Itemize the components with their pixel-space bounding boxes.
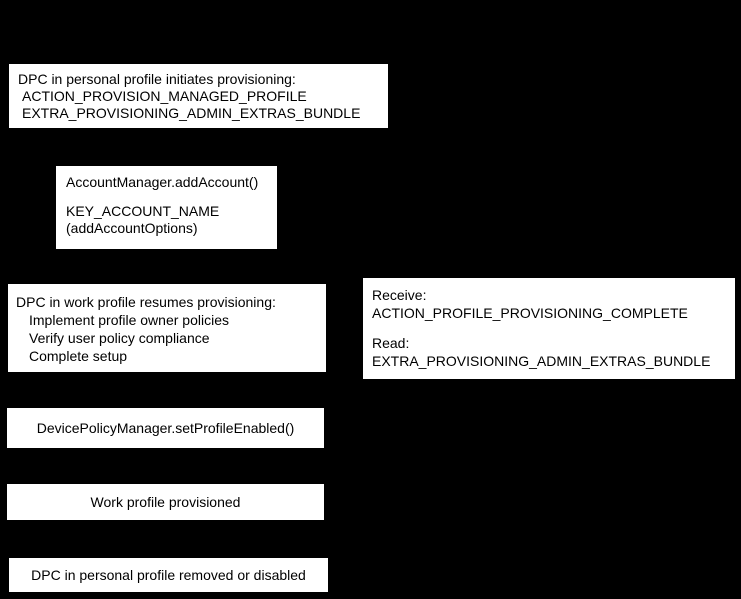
box-line: Complete setup — [29, 348, 128, 364]
box-line: (addAccountOptions) — [66, 220, 198, 236]
flow-box-dpc-removed-or-disabled — [8, 557, 329, 593]
box-line: Receive: — [372, 287, 427, 303]
flow-box-set-profile-enabled — [6, 407, 325, 449]
box-line: DPC in personal profile removed or disabled — [31, 567, 306, 583]
box-line: EXTRA_PROVISIONING_ADMIN_EXTRAS_BUNDLE — [372, 353, 711, 369]
box-line: DevicePolicyManager.setProfileEnabled() — [36, 420, 295, 436]
box-line: ACTION_PROVISION_MANAGED_PROFILE — [22, 88, 307, 104]
box-line: DPC in personal profile initiates provisioning: — [18, 71, 296, 87]
flow-box-add-account — [55, 165, 278, 250]
flow-box-dpc-initiates-provisioning — [8, 63, 389, 129]
box-line: ACTION_PROFILE_PROVISIONING_COMPLETE — [372, 305, 688, 321]
box-line: AccountManager.addAccount() — [66, 174, 259, 190]
box-line: EXTRA_PROVISIONING_ADMIN_EXTRAS_BUNDLE — [22, 105, 361, 121]
box-line: KEY_ACCOUNT_NAME — [66, 203, 220, 219]
line-gap — [372, 322, 735, 334]
box-line: Implement profile owner policies — [29, 312, 229, 328]
flow-box-work-profile-provisioned — [6, 483, 325, 521]
flow-box-receive-provisioning-complete — [362, 277, 736, 380]
box-line: DPC in work profile resumes provisioning: — [16, 294, 276, 310]
line-gap — [66, 191, 277, 203]
box-line: Work profile provisioned — [90, 494, 241, 510]
flow-box-work-profile-resumes-provisioning — [7, 283, 327, 373]
box-line: Verify user policy compliance — [29, 330, 210, 346]
box-line: Read: — [372, 335, 410, 351]
